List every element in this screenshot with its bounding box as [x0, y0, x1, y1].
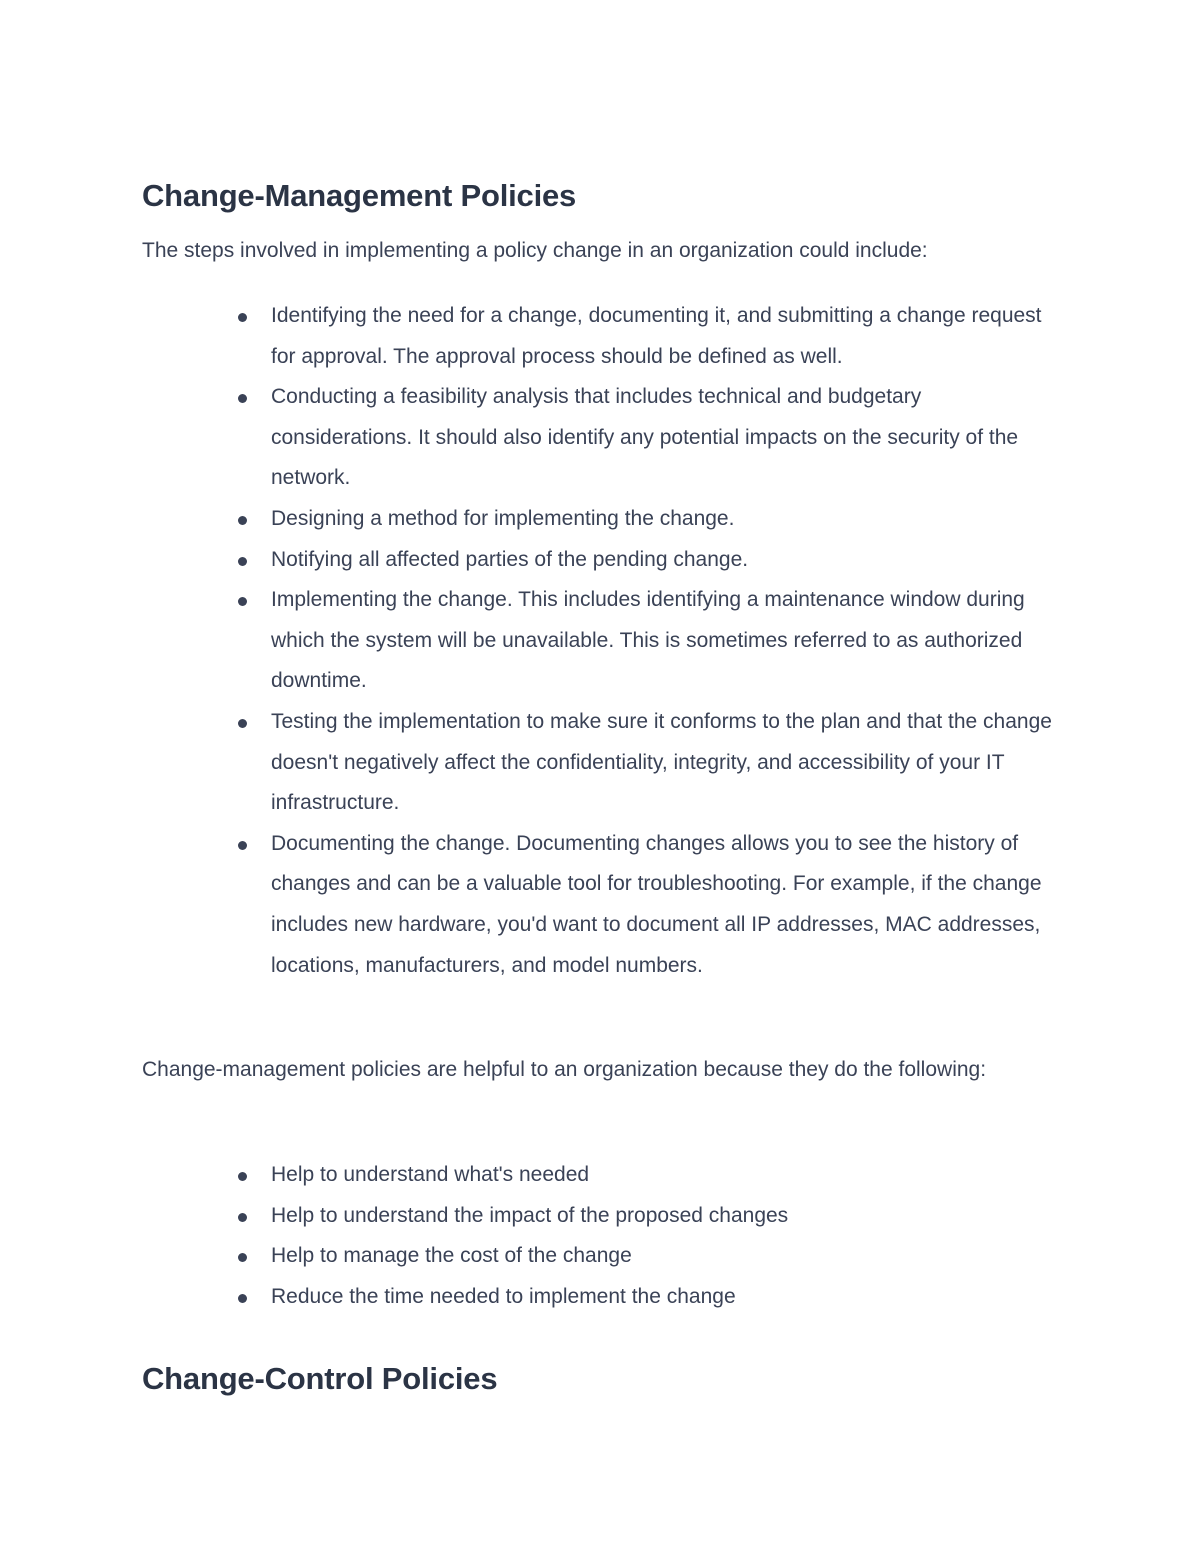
- benefits-list: [142, 1155, 1057, 1317]
- list-item: [142, 580, 1057, 702]
- list-item: [142, 499, 1057, 540]
- bullet-icon: [238, 394, 247, 403]
- list-item-text: Designing a method for implementing the change.: [271, 506, 735, 530]
- steps-list: [142, 296, 1057, 986]
- list-item-text: Help to manage the cost of the change: [271, 1244, 632, 1268]
- list-item-text: Documenting the change. Documenting changes allows you to see the history of changes and can be a valuable tool for troubleshooting. For example, if the change includes new hardware, you'd want to document all IP addresses, MAC addresses, locations, manufacturers, and model numbers.: [271, 831, 1042, 977]
- section-heading-change-control: Change-Control Policies: [142, 1361, 498, 1396]
- section-heading-change-management: Change-Management Policies: [142, 178, 577, 213]
- bullet-icon: [238, 557, 247, 566]
- list-item: [142, 824, 1057, 986]
- list-item-text: Identifying the need for a change, documenting it, and submitting a change request for approval. The approval process should be defined as well.: [271, 304, 1042, 368]
- list-item-text: Conducting a feasibility analysis that includes technical and budgetary considerations. It should also identify any potential impacts on the security of the network.: [271, 385, 1019, 490]
- benefits-intro-paragraph: Change-management policies are helpful to an organization because they do the following:: [142, 1058, 987, 1081]
- bullet-icon: [238, 1253, 247, 1262]
- list-item-text: Testing the implementation to make sure it conforms to the plan and that the change doesn't negatively affect the confidentiality, integrity, and accessibility of your IT infrastructure.: [271, 709, 1052, 815]
- list-item-text: Notifying all affected parties of the pending change.: [271, 547, 749, 571]
- bullet-icon: [238, 1172, 247, 1181]
- bullet-icon: [238, 313, 247, 322]
- bullet-icon: [238, 516, 247, 525]
- bullet-icon: [238, 1213, 247, 1222]
- bullet-icon: [238, 719, 247, 728]
- steps-intro-paragraph: The steps involved in implementing a policy change in an organization could include:: [142, 239, 928, 262]
- bullet-icon: [238, 1294, 247, 1303]
- list-item: [142, 1196, 1057, 1237]
- list-item-text: Help to understand what's needed: [271, 1163, 590, 1186]
- list-item: [142, 540, 1057, 581]
- list-item: [142, 1236, 1057, 1277]
- list-item-text: Reduce the time needed to implement the change: [271, 1284, 736, 1308]
- list-item: [142, 1277, 1057, 1318]
- list-item: [142, 1155, 1057, 1196]
- bullet-icon: [238, 841, 247, 850]
- list-item-text: Implementing the change. This includes identifying a maintenance window during which the system will be unavailable. This is sometimes referred to as authorized downtime.: [271, 588, 1025, 693]
- list-item: [142, 702, 1057, 824]
- list-item: [142, 296, 1057, 377]
- bullet-icon: [238, 597, 247, 606]
- list-item-text: Help to understand the impact of the proposed changes: [271, 1203, 789, 1227]
- list-item: [142, 377, 1057, 499]
